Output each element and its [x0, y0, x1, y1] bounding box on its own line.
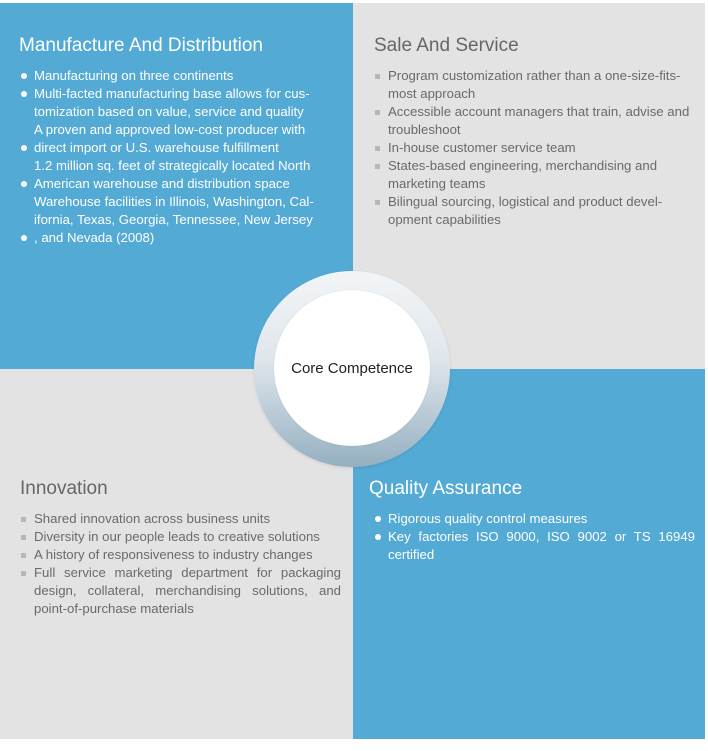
sale-item: Bilingual sourcing, logistical and product devel-opment capabilities — [373, 193, 693, 229]
sale-list — [373, 67, 693, 229]
manufacture-line: Multi-facted manufacturing base allows for cus- — [19, 85, 339, 103]
sale-item: Program customization rather than a one-size-fits-most approach — [373, 67, 693, 103]
manufacture-title: Manufacture And Distribution — [19, 35, 263, 56]
sale-item: In-house customer service team — [373, 139, 693, 157]
manufacture-line: American warehouse and distribution space — [19, 175, 339, 193]
innovation-item: Full service marketing department for packaging design, collateral, merchandising solutions, and point-of-purchase materials — [19, 564, 341, 618]
innovation-list — [19, 510, 341, 618]
manufacture-line: tomization based on value, service and quality — [34, 104, 304, 119]
manufacture-line: Manufacturing on three continents — [19, 67, 339, 85]
manufacture-list — [19, 67, 339, 247]
manufacture-line: , and Nevada (2008) — [19, 229, 339, 247]
manufacture-line: 1.2 million sq. feet of strategically located North — [34, 158, 311, 173]
manufacture-line: Warehouse facilities in Illinois, Washington, Cal- — [34, 194, 314, 209]
manufacture-line: direct import or U.S. warehouse fulfillment — [19, 139, 339, 157]
innovation-item: A history of responsiveness to industry changes — [19, 546, 341, 564]
core-label: Core Competence — [291, 359, 413, 377]
top-strip — [0, 0, 705, 3]
innovation-item: Shared innovation across business units — [19, 510, 341, 528]
sale-title: Sale And Service — [374, 35, 519, 56]
manufacture-line: ifornia, Texas, Georgia, Tennessee, New Jersey — [34, 212, 313, 227]
quality-list — [373, 510, 695, 564]
innovation-item: Diversity in our people leads to creative solutions — [19, 528, 341, 546]
quality-title: Quality Assurance — [369, 478, 523, 499]
sale-item: States-based engineering, merchandising and marketing teams — [373, 157, 693, 193]
sale-item: Accessible account managers that train, advise and troubleshoot — [373, 103, 693, 139]
quality-item: Key factories ISO 9000, ISO 9002 or TS 16949 certified — [373, 528, 695, 564]
manufacture-line: A proven and approved low-cost producer with — [34, 122, 306, 137]
core-circle — [274, 290, 430, 446]
quality-item: Rigorous quality control measures — [373, 510, 695, 528]
innovation-title: Innovation — [20, 478, 108, 499]
